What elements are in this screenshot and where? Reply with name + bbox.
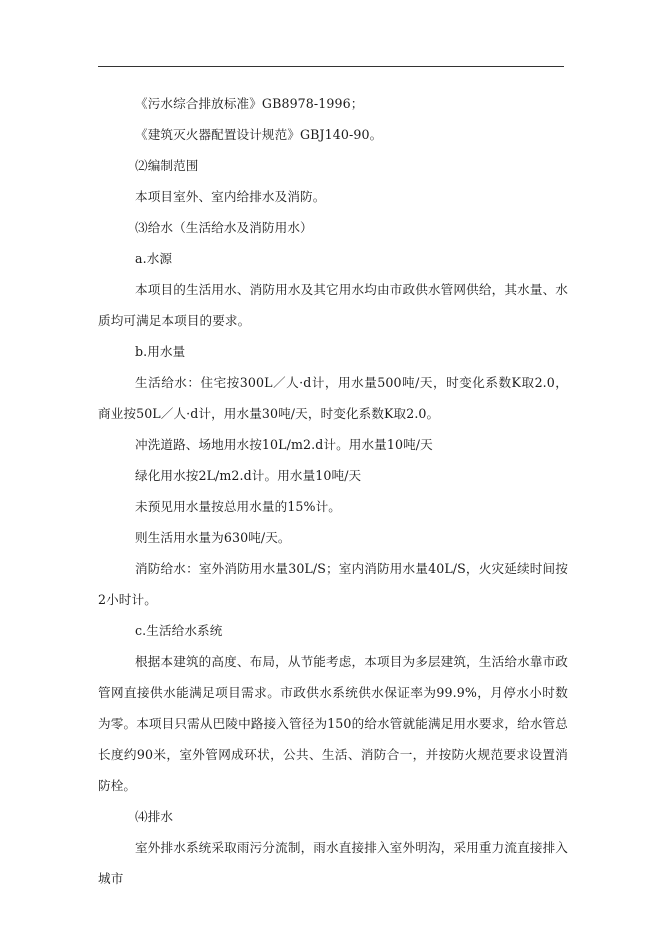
document-body: [98, 88, 568, 894]
section-heading: ⑶给水（生活给水及消防用水）: [135, 220, 313, 235]
header-rule: [98, 66, 564, 67]
subsection-heading: a.水源: [135, 251, 173, 266]
paragraph: 绿化用水按2L/m2.d计。用水量10吨/天: [135, 468, 362, 483]
paragraph: 《建筑灭火器配置设计规范》GBJ140-90。: [135, 127, 383, 142]
paragraph: 则生活用水量为630吨/天。: [135, 530, 291, 545]
paragraph: 室外排水系统采取雨污分流制，雨水直接排入室外明沟，采用重力流直接排入城市: [98, 840, 568, 886]
paragraph: 本项目的生活用水、消防用水及其它用水均由市政供水管网供给，其水量、水质均可满足本项目的要求。: [98, 282, 568, 328]
section-heading: ⑵编制范围: [135, 158, 199, 173]
paragraph: 生活给水：住宅按300L／人·d计，用水量500吨/天，时变化系数K取2.0，商业按50L／人·d计，用水量30吨/天，时变化系数K取2.0。: [98, 375, 568, 421]
paragraph: 本项目室外、室内给排水及消防。: [135, 189, 326, 204]
paragraph: 《污水综合排放标准》GB8978-1996；: [135, 96, 364, 111]
subsection-heading: b.用水量: [135, 344, 186, 359]
paragraph: 消防给水：室外消防用水量30L/S；室内消防用水量40L/S，火灾延续时间按2小时计。: [98, 561, 568, 607]
paragraph: 未预见用水量按总用水量的15%计。: [135, 499, 342, 514]
paragraph: 根据本建筑的高度、布局，从节能考虑，本项目为多层建筑，生活给水靠市政管网直接供水能满足项目需求。市政供水系统供水保证率为99.9%，月停水小时数为零。本项目只需从巴陵中路接入管径为150的给水管就能满足用水要求，给水管总长度约90米，室外管网成环状，公共、生活、消防合一，并按防火规范要求设置消防栓。: [98, 654, 568, 793]
subsection-heading: c.生活给水系统: [135, 623, 223, 638]
section-heading: ⑷排水: [135, 809, 174, 824]
paragraph: 冲洗道路、场地用水按10L/m2.d计。用水量10吨/天: [135, 437, 433, 452]
